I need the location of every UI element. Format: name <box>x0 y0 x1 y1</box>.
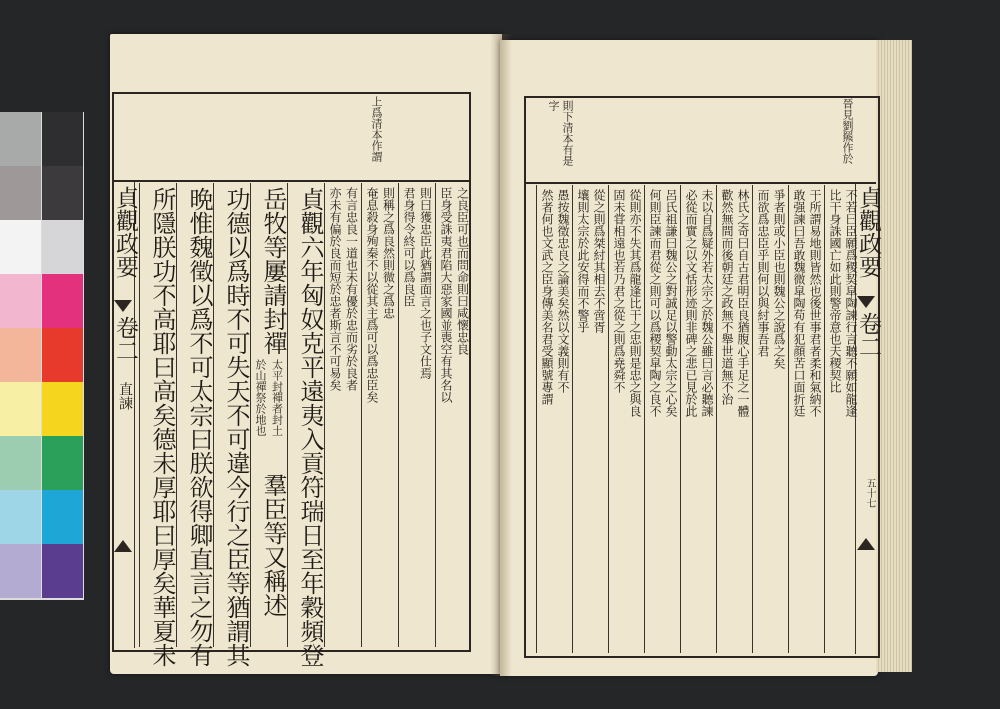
commentary-column-right: 林氏之奇曰自古君明臣良猶腹心手足之一體 <box>736 189 750 417</box>
left-headnote: 上爲清本作謂 <box>370 96 383 162</box>
commentary-column-left: 敢强諫曰吾敢魏微皐陶苟有犯顔苦口面折廷 <box>792 189 806 417</box>
right-headnote-right: 晉見劉羆作於 <box>841 98 854 164</box>
commentary-column-right: 不若曰臣願爲稷契皐陶諫行言聽不願如龍逢 <box>844 189 858 417</box>
commentary-column-left: 然者何也文武之臣身傳美名君受顯號專謂 <box>540 189 554 405</box>
fish-tail-top-left <box>114 300 132 312</box>
text-column: 岳牧等屢請封禪 <box>259 187 287 355</box>
page-stack-edge <box>876 40 912 672</box>
left-volume: 卷二 <box>112 316 138 362</box>
column-rule <box>680 185 681 653</box>
column-rule <box>788 185 789 653</box>
column-rule <box>139 183 140 647</box>
right-volume: 卷二 <box>855 312 881 358</box>
right-page-title: 貞觀政要 <box>855 186 881 278</box>
text-column: 貞觀六年匈奴克平遠夷入貢符瑞日至年穀頻登 <box>296 187 324 667</box>
commentary-column-right: 之良臣可也而問命則曰咸懷忠良 <box>455 187 470 355</box>
calibration-patch <box>42 166 83 220</box>
left-chapter: 直諫 <box>117 382 133 410</box>
calibration-patch <box>42 328 83 382</box>
calibration-patch <box>42 274 83 328</box>
column-rule <box>287 183 288 647</box>
inline-annotation: 於山禪祭於地也 <box>254 359 267 436</box>
commentary-column-right: 從則亦不失其爲龍逢比干之忠則是忠之與良 <box>628 189 642 417</box>
commentary-column-left: 壤則太宗於此安得而不警乎 <box>576 189 590 333</box>
calibration-patch <box>42 436 83 490</box>
commentary-column-left: 亦未有偏於良而短於忠者斯言不可易矣 <box>328 187 342 391</box>
calibration-patch <box>42 544 83 598</box>
text-column-tail: 羣臣等又稱述 <box>259 473 287 617</box>
column-rule <box>608 185 609 653</box>
column-rule <box>213 183 214 647</box>
folio-number: 五十七 <box>864 478 875 508</box>
commentary-column-right: 則曰獲忠臣此猶謂面言之也子文仕焉 <box>418 187 433 379</box>
column-rule <box>435 183 436 647</box>
commentary-column-right: 呂氏祖謙曰魏公之對誠足以警動太宗之心矣 <box>664 189 678 417</box>
commentary-column-left: 而欲爲忠臣乎則何以與紂事吾君 <box>756 189 770 357</box>
fish-tail-top-right <box>857 296 875 308</box>
calibration-patch <box>0 490 41 544</box>
right-headnote-left-a: 則下清本有是 <box>561 100 574 166</box>
calibration-patch <box>42 490 83 544</box>
commentary-column-left: 奄息殺身殉秦不以從其主爲可以爲忠臣矣 <box>365 187 379 403</box>
commentary-column-right: 爭者則或小臣也則魏公之說爲之矣 <box>772 189 786 369</box>
commentary-column-right: 從之則爲桀紂其相去不啻胥 <box>592 189 606 333</box>
right-header-rule <box>524 182 876 184</box>
column-rule <box>752 185 753 653</box>
column-rule <box>398 183 399 647</box>
commentary-column-right: 則稱之爲良然則微之爲忠 <box>381 187 396 319</box>
fish-tail-bottom-right <box>857 538 875 550</box>
column-rule <box>536 185 537 653</box>
text-column: 所隱朕功不高耶曰高矣德未厚耶曰厚矣華夏未 <box>148 187 176 667</box>
text-column: 晩惟魏徵以爲不可太宗曰朕欲得卿直言之勿有 <box>185 187 213 667</box>
calibration-patch <box>0 544 41 598</box>
column-rule <box>644 185 645 653</box>
column-rule <box>572 185 573 653</box>
commentary-column-left: 歡然無間而後朝廷之政無不舉世道無不治 <box>720 189 734 405</box>
column-rule <box>716 185 717 653</box>
column-rule <box>324 183 325 647</box>
commentary-column-left: 比干身誅國亡如此則警帝意也夫稷契比 <box>828 189 842 393</box>
commentary-column-right: 干所謂易地則皆然也後世事君者柔和氣納不 <box>808 189 822 417</box>
calibration-patch <box>0 112 41 166</box>
calibration-patch <box>0 436 41 490</box>
calibration-patch <box>0 166 41 220</box>
commentary-column-left: 臣身受誅夷君陷大惡家國並喪空有其名以 <box>439 187 453 403</box>
inline-annotation: 太平封禪者封土 <box>270 359 284 436</box>
calibration-patch <box>0 220 41 274</box>
commentary-column-right: 愚按魏徵忠良之論美矣然以文義則有不 <box>556 189 570 393</box>
calibration-patch <box>42 220 83 274</box>
calibration-patch <box>42 382 83 436</box>
column-rule <box>250 183 251 647</box>
column-rule <box>176 183 177 647</box>
left-page-title: 貞觀政要 <box>112 186 138 278</box>
left-header-rule <box>112 180 471 182</box>
color-calibration-strip <box>0 112 84 600</box>
commentary-column-left: 何則臣諫而君從之則可以爲稷契皐陶之良不 <box>648 189 662 417</box>
calibration-patch <box>0 382 41 436</box>
commentary-column-left: 必從而實之以文恬形迹則非碑之悲已見於此 <box>684 189 698 417</box>
fish-tail-bottom-left <box>114 540 132 552</box>
commentary-column-right: 未以自爲疑外若太宗之於魏公雖曰言必聽諫 <box>700 189 714 417</box>
column-rule <box>824 185 825 653</box>
right-headnote-left-b: 字 <box>547 100 560 111</box>
book-gutter <box>490 34 512 676</box>
commentary-column-right: 有言忠良一道也未有優於忠而劣於良者 <box>344 187 359 391</box>
text-column: 功德以爲時不可失天不可違今行之臣等猶謂其 <box>222 187 250 667</box>
commentary-column-left: 固未甞相遠也若乃君之從之則爲堯舜不 <box>612 189 626 393</box>
calibration-patch <box>0 274 41 328</box>
commentary-column-left: 君身得令終可以爲良臣 <box>402 187 416 307</box>
calibration-patch <box>42 112 83 166</box>
column-rule <box>361 183 362 647</box>
calibration-patch <box>0 328 41 382</box>
